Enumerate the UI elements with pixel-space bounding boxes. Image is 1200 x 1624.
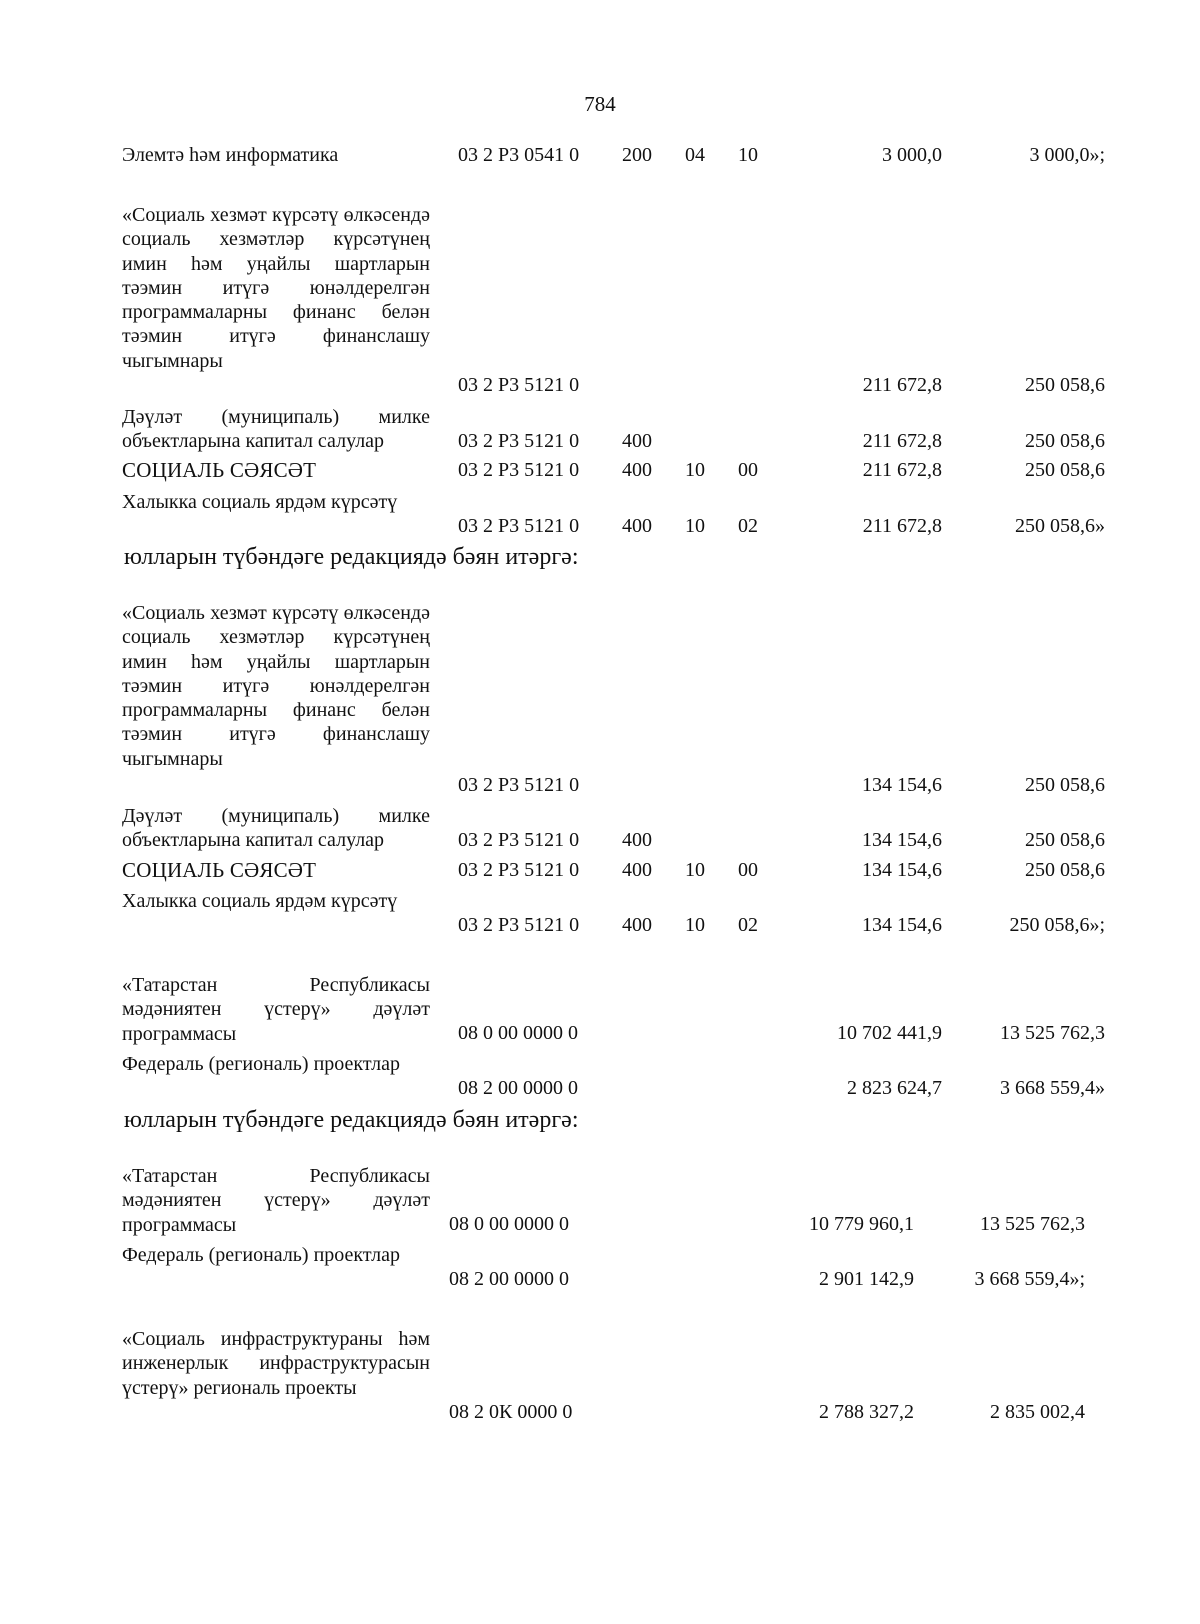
row-vr: 400 [622, 829, 652, 851]
row-name: «Татарстан Республикасы мәдәниятен үстерү» дәүләт программасы [122, 974, 430, 1045]
row-name: СОЦИАЛЬ СӘЯСӘТ [122, 858, 317, 882]
row-code: 08 2 00 0000 0 [449, 1268, 569, 1290]
row-amount-1: 134 154,6 [862, 774, 942, 796]
row-name: «Татарстан Республикасы мәдәниятен үстерү» дәүләт программасы [122, 1165, 430, 1236]
row-vr: 200 [622, 144, 652, 166]
row-name: Халыкка социаль ярдәм күрсәтү [122, 890, 398, 912]
row-amount-1: 134 154,6 [862, 914, 942, 936]
row-code: 03 2 Р3 5121 0 [458, 374, 580, 396]
row-pr: 02 [738, 914, 758, 936]
row-amount-2: 250 058,6» [1015, 515, 1105, 537]
row-pr: 00 [738, 859, 758, 881]
row-amount-2: 250 058,6 [1025, 774, 1105, 796]
row-amount-1: 134 154,6 [862, 859, 942, 881]
row-code: 03 2 Р3 5121 0 [458, 774, 580, 796]
row-amount-1: 211 672,8 [862, 430, 942, 452]
row-amount-1: 211 672,8 [862, 374, 942, 396]
row-vr: 400 [622, 430, 652, 452]
row-pr: 02 [738, 515, 758, 537]
row-code: 08 2 00 0000 0 [458, 1077, 578, 1099]
row-name: Федераль (региональ) проектлар [122, 1053, 400, 1075]
row-amount-1: 134 154,6 [862, 829, 942, 851]
row-vr: 400 [622, 459, 652, 481]
row-vr: 400 [622, 914, 652, 936]
page-number: 784 [584, 92, 616, 116]
row-amount-2: 2 835 002,4 [990, 1401, 1085, 1423]
row-name: СОЦИАЛЬ СӘЯСӘТ [122, 458, 317, 482]
row-code: 03 2 Р3 5121 0 [458, 829, 580, 851]
row-vr: 400 [622, 859, 652, 881]
row-rz: 10 [685, 859, 705, 881]
row-code: 08 0 00 0000 0 [449, 1213, 569, 1235]
row-rz: 10 [685, 459, 705, 481]
row-amount-2: 13 525 762,3 [980, 1213, 1085, 1235]
row-code: 03 2 Р3 5121 0 [458, 914, 580, 936]
row-amount-1: 211 672,8 [862, 515, 942, 537]
row-amount-2: 250 058,6 [1025, 829, 1105, 851]
row-code: 08 2 0К 0000 0 [449, 1401, 573, 1423]
row-amount-2: 3 668 559,4» [1000, 1077, 1105, 1099]
row-amount-2: 250 058,6 [1025, 374, 1105, 396]
row-code: 03 2 Р3 0541 0 [458, 144, 580, 166]
row-amount-1: 2 901 142,9 [819, 1268, 914, 1290]
row-rz: 10 [685, 515, 705, 537]
row-amount-1: 2 788 327,2 [819, 1401, 914, 1423]
row-rz: 10 [685, 914, 705, 936]
row-amount-2: 250 058,6 [1025, 430, 1105, 452]
row-amount-2: 250 058,6 [1025, 459, 1105, 481]
row-name: Дәүләт (муниципаль) милке объектларына капитал салулар [122, 805, 430, 852]
row-code: 08 0 00 0000 0 [458, 1022, 578, 1044]
row-code: 03 2 Р3 5121 0 [458, 859, 580, 881]
row-code: 03 2 Р3 5121 0 [458, 430, 580, 452]
row-amount-1: 3 000,0 [882, 144, 942, 166]
instruction-text: юлларын түбәндәге редакциядә бәян итәргә: [124, 544, 579, 570]
row-name: «Социаль хезмәт күрсәтү өлкәсендә социаль хезмәтләр күрсәтүнең имин һәм уңайлы шартларын тәэмин итүгә юнәлдерелгән программаларны финанс белән тәэмин итүгә финанслашу чыгымнары [122, 204, 430, 372]
row-pr: 10 [738, 144, 758, 166]
row-name: Федераль (региональ) проектлар [122, 1244, 400, 1266]
row-amount-2: 13 525 762,3 [1000, 1022, 1105, 1044]
row-name: Элемтә һәм информатика [122, 144, 339, 166]
row-vr: 400 [622, 515, 652, 537]
row-amount-2: 3 668 559,4»; [974, 1268, 1085, 1290]
row-name: «Социаль инфраструктураны һәм инженерлык инфраструктурасын үстерү» региональ проекты [122, 1328, 430, 1399]
row-code: 03 2 Р3 5121 0 [458, 515, 580, 537]
row-code: 03 2 Р3 5121 0 [458, 459, 580, 481]
row-amount-1: 10 702 441,9 [837, 1022, 942, 1044]
row-name: Халыкка социаль ярдәм күрсәтү [122, 491, 398, 513]
row-amount-1: 211 672,8 [862, 459, 942, 481]
row-amount-2: 3 000,0»; [1029, 144, 1105, 166]
row-rz: 04 [685, 144, 705, 166]
row-pr: 00 [738, 459, 758, 481]
row-name: Дәүләт (муниципаль) милке объектларына капитал салулар [122, 406, 430, 453]
row-amount-2: 250 058,6 [1025, 859, 1105, 881]
instruction-text: юлларын түбәндәге редакциядә бәян итәргә: [124, 1107, 579, 1133]
row-name: «Социаль хезмәт күрсәтү өлкәсендә социаль хезмәтләр күрсәтүнең имин һәм уңайлы шартларын тәэмин итүгә юнәлдерелгән программаларны финанс белән тәэмин итүгә финанслашу чыгымнары [122, 602, 430, 770]
row-amount-1: 10 779 960,1 [809, 1213, 914, 1235]
row-amount-1: 2 823 624,7 [847, 1077, 942, 1099]
row-amount-2: 250 058,6»; [1009, 914, 1105, 936]
